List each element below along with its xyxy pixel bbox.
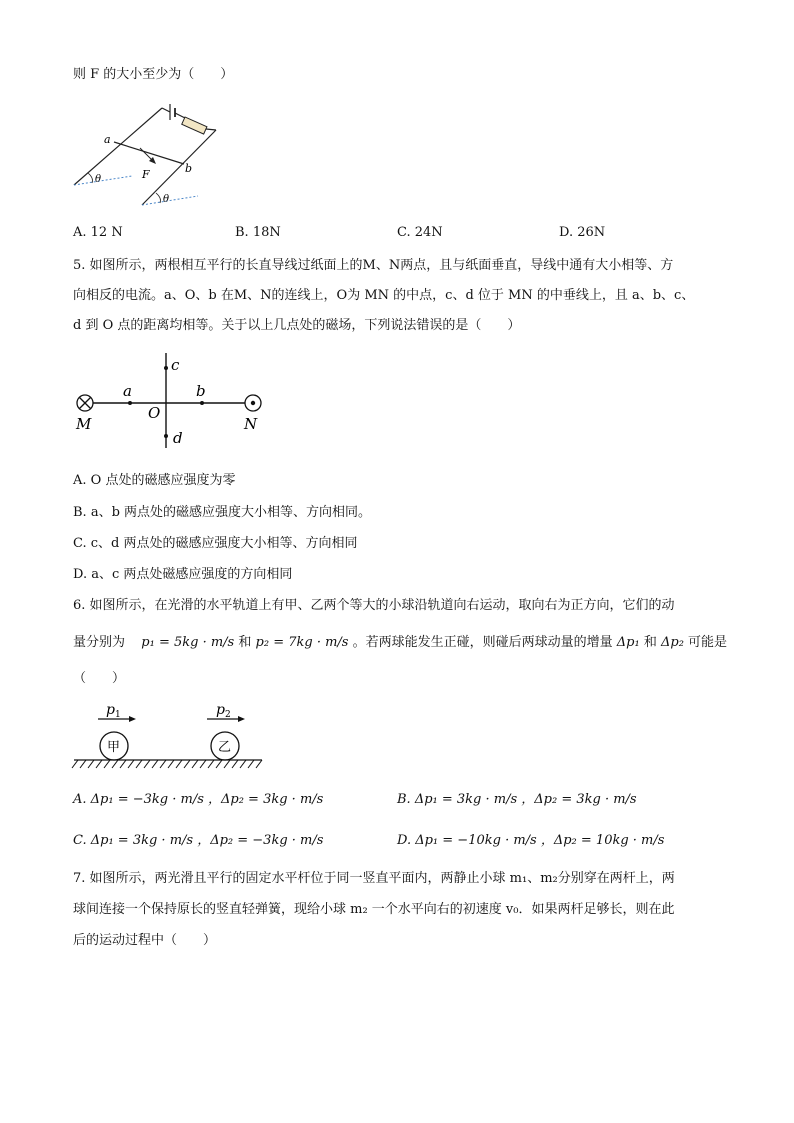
q7-stem-line2: 球间连接一个保持原长的竖直轻弹簧，现给小球 m₂ 一个水平向右的初速度 v₀．如果两杆足够长，则在此 (73, 902, 675, 917)
q4-figure-inclined-rails (70, 100, 230, 212)
q4-label-theta1: θ (95, 174, 102, 185)
q6-line2-lead: 量分别为 (73, 635, 126, 650)
q4-label-F: F (142, 168, 150, 181)
q6-label-p1: p (106, 702, 115, 718)
q6-option-d[interactable]: D. Δp₁ = −10kg · m/s ，Δp₂ = 10kg · m/s (397, 833, 665, 848)
q7-stem-line3: 后的运动过程中（ ） (73, 933, 217, 948)
q6-dp2: Δp₂ (660, 635, 684, 650)
q5-stem-line1: 5. 如图所示，两根相互平行的长直导线过纸面上的M、N两点，且与纸面垂直，导线中通有大小相等、方 (73, 258, 674, 273)
q6-stem-line3: （ ） (73, 671, 126, 686)
q4-option-a[interactable]: A. 12 N (73, 225, 123, 240)
q4-label-a: a (104, 133, 111, 146)
q6-and2: 和 (643, 635, 657, 650)
q4-option-b[interactable]: B. 18N (235, 225, 281, 240)
q5-label-M: M (76, 415, 92, 433)
q6-figure-balls-on-track (70, 696, 270, 776)
q6-dp1: Δp₁ (616, 635, 640, 650)
q4-label-theta2: θ (163, 194, 170, 205)
q6-label-p2-sub: 2 (225, 710, 231, 720)
q6-label-p2: p (216, 702, 225, 718)
q5-figure-wires (70, 348, 270, 448)
q4-option-d[interactable]: D. 26N (559, 225, 606, 240)
q6-label-ball1: 甲 (107, 740, 121, 755)
q6-line2-end: 可能是 (688, 635, 728, 650)
q5-stem-line3: d 到 O 点的距离均相等。关于以上几点处的磁场，下列说法错误的是（ ） (73, 318, 521, 333)
q5-label-O: O (148, 404, 161, 422)
q4-stem-tail: 则 F 的大小至少为（ ） (73, 67, 234, 82)
q6-option-a[interactable]: A. Δp₁ = −3kg · m/s ，Δp₂ = 3kg · m/s (73, 792, 324, 807)
q5-label-d: d (173, 429, 183, 447)
q6-line2-mid: 。若两球能发生正碰，则碰后两球动量的增量 (352, 635, 613, 650)
q4-option-c[interactable]: C. 24N (397, 225, 443, 240)
q5-option-b[interactable]: B. a、b 两点处的磁感应强度大小相等、方向相同。 (73, 505, 372, 520)
q7-stem-line1: 7. 如图所示，两光滑且平行的固定水平杆位于同一竖直平面内，两静止小球 m₁、m₂分别穿在两杆上，两 (73, 871, 675, 886)
q6-label-p1-sub: 1 (115, 710, 121, 720)
q5-stem-line2: 向相反的电流。a、O、b 在M、N的连线上，O为 MN 的中点，c、d 位于 MN 的中垂线上，且 a、b、c、 (73, 288, 695, 303)
q6-stem-line1: 6. 如图所示，在光滑的水平轨道上有甲、乙两个等大的小球沿轨道向右运动，取向右为正方向，它们的动 (73, 598, 675, 613)
q6-option-b[interactable]: B. Δp₁ = 3kg · m/s ，Δp₂ = 3kg · m/s (397, 792, 637, 807)
q5-option-d[interactable]: D. a、c 两点处磁感应强度的方向相同 (73, 567, 293, 582)
q4-label-b: b (185, 162, 193, 175)
q6-p2-equation: p₂ = 7kg · m/s (255, 635, 349, 650)
q5-label-N: N (244, 415, 258, 433)
q5-option-a[interactable]: A. O 点处的磁感应强度为零 (73, 473, 236, 488)
q6-option-c[interactable]: C. Δp₁ = 3kg · m/s ，Δp₂ = −3kg · m/s (73, 833, 324, 848)
q5-option-c[interactable]: C. c、d 两点处的磁感应强度大小相等、方向相同 (73, 536, 358, 551)
q6-stem-line2 (73, 634, 727, 652)
q6-p1-equation: p₁ = 5kg · m/s (141, 635, 235, 650)
q5-label-b: b (196, 382, 206, 400)
q5-label-a: a (123, 382, 132, 400)
q5-label-c: c (171, 356, 180, 374)
q6-label-ball2: 乙 (218, 740, 232, 755)
q6-and: 和 (238, 635, 252, 650)
